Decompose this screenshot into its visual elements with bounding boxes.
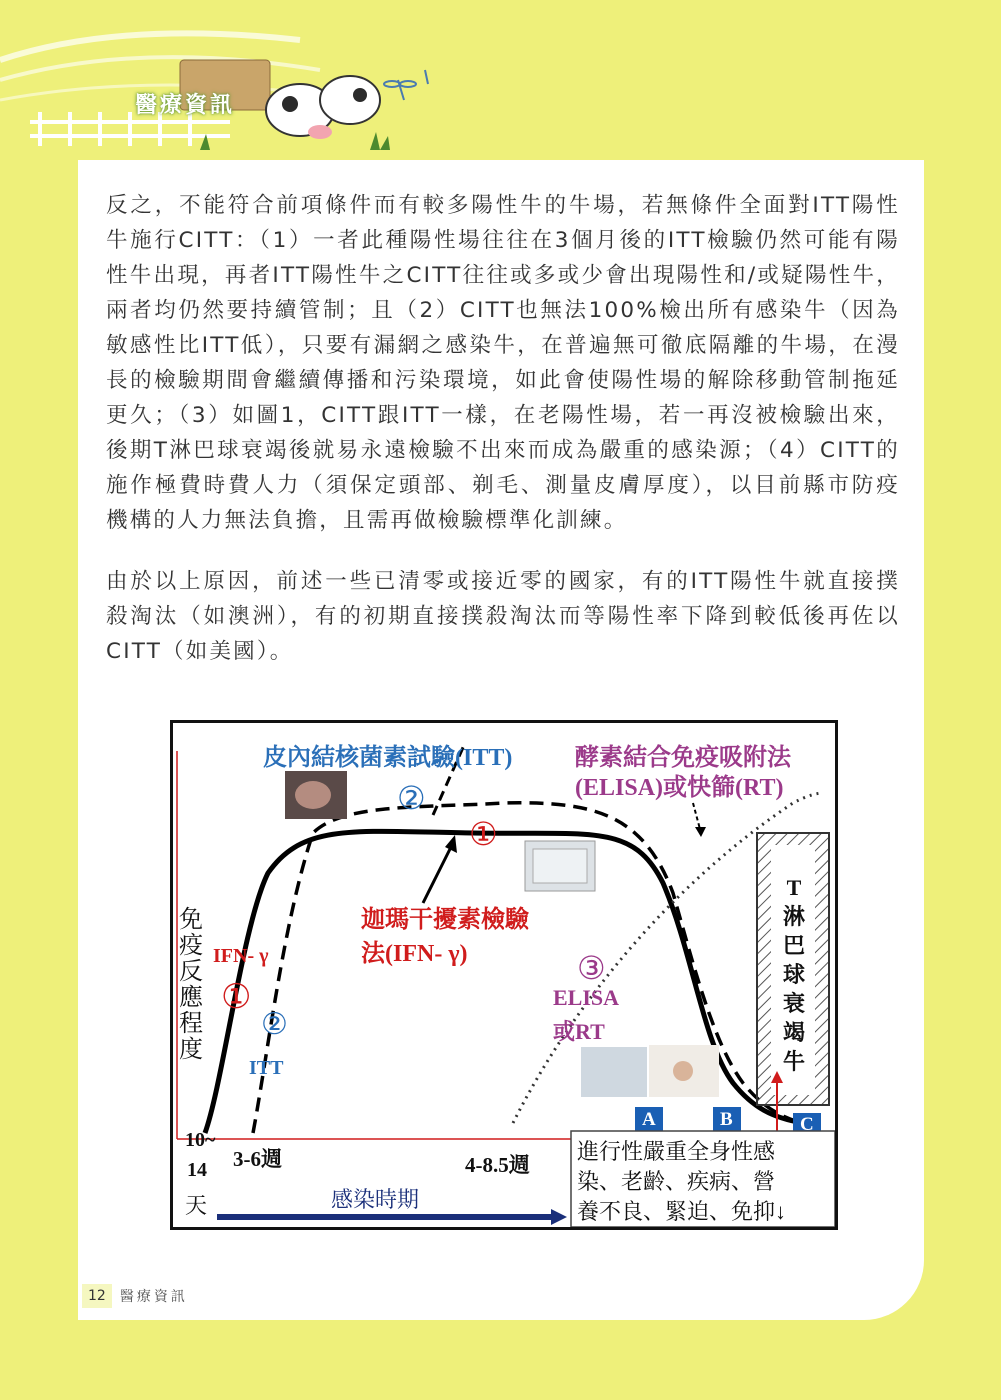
paragraph: 反之，不能符合前項條件而有較多陽性牛的牛場，若無條件全面對ITT陽性牛施行CITT：（1）一者此種陽性場往往在3個月後的ITT檢驗仍然可能有陽性牛出現，再者ITT陽性牛之CITT往往或多或少會出現陽性和/或疑陽性牛，兩者均仍然要持續管制；且（2）CITT也無法100%檢出所有感染牛（因為敏感性比ITT低），只要有漏網之感染牛，在普遍無可徹底隔離的牛場，在漫長的檢驗期間會繼續傳播和污染環境，如此會使陽性場的解除移動管制拖延更久；（3）如圖1，CITT跟ITT一樣，在老陽性場，若一再沒被檢驗出來，後期T淋巴球衰竭後就易永遠檢驗不出來而成為嚴重的感染源；（4）CITT的施作極費時費人力（須保定頭部、剃毛、測量皮膚厚度），以目前縣市防疫機構的人力無法負擔，且需再做檢驗標準化訓練。 [106, 193, 900, 533]
elisa-curve-label-1: ELISA [553, 985, 620, 1010]
paragraph: 由於以上原因，前述一些已清零或接近零的國家，有的ITT陽性牛就直接撲殺淘汰（如澳洲），有的初期直接撲殺淘汰而等陽性率下降到較低後再佐以CITT（如美國）。 [106, 569, 900, 664]
elisa-curve-label-2: 或RT [553, 1019, 605, 1044]
elisa-title-line-2: (ELISA)或快篩(RT) [575, 775, 784, 801]
note-line-1: 進行性嚴重全身性感 [577, 1139, 776, 1164]
dragonfly-icon [384, 70, 428, 100]
itt-curve-label: ITT [249, 1057, 284, 1079]
immune-response-figure [170, 720, 838, 1230]
footer-section-label: 醫療資訊 [119, 1289, 188, 1305]
t-cell-box-label: T 淋 巴 球 衰 竭 牛 [782, 875, 805, 1074]
note-line-3: 養不良、緊迫、免抑↓ [577, 1199, 787, 1224]
x-tick-start-2: 14 [187, 1159, 207, 1181]
marker-2-left: ② [261, 1008, 288, 1041]
marker-2-top: ② [397, 780, 426, 816]
x-axis-label: 感染時期 [331, 1187, 420, 1212]
elisa-photo [581, 1047, 647, 1097]
note-line-2: 染、老齡、疾病、營 [577, 1169, 776, 1194]
ifn-title-line-2: 法(IFN- γ) [361, 941, 468, 967]
ifn-curve-label: IFN- γ [213, 945, 269, 967]
itt-title: 皮內結核菌素試驗(ITT) [263, 745, 513, 771]
x-tick-start-1: 10~ [185, 1129, 216, 1151]
elisa-title-line-1: 酵素結合免疫吸附法 [575, 745, 791, 771]
stage-a-label: A [642, 1109, 656, 1130]
marker-1-left: ① [221, 979, 252, 1016]
stage-b-label: B [720, 1109, 733, 1130]
marker-3: ③ [577, 950, 606, 986]
header-banner [0, 0, 520, 160]
x-tick-4-8-weeks: 4-8.5週 [465, 1153, 530, 1177]
article-body [106, 188, 900, 695]
marker-1-top: ① [469, 816, 498, 852]
page-footer [82, 1282, 188, 1310]
stage-c-label: C [800, 1114, 814, 1135]
ifn-title-line-1: 迦瑪干擾素檢驗 [361, 907, 529, 933]
y-axis-label: 免 疫 反 應 程 度 [179, 907, 203, 1063]
page-number: 12 [82, 1284, 112, 1308]
section-label: 醫療資訊 [135, 93, 236, 118]
x-tick-3-6-weeks: 3-6週 [233, 1147, 282, 1171]
cow-icon [266, 76, 380, 139]
x-tick-start-3: 天 [185, 1193, 208, 1218]
